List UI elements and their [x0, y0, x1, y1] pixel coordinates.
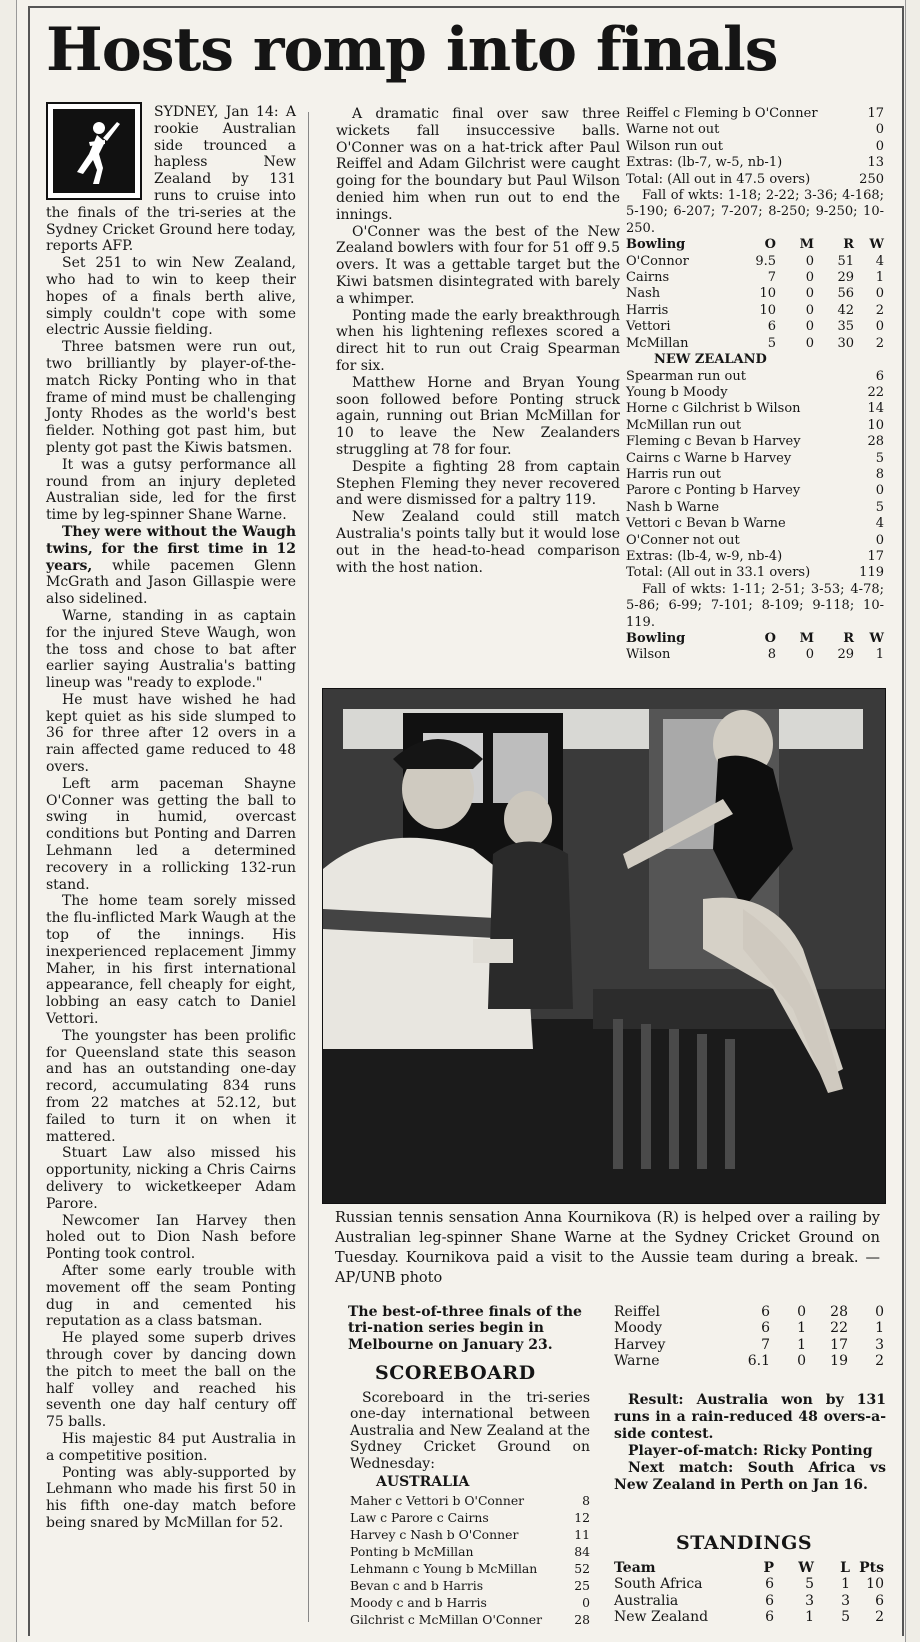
runs-value: 11	[574, 1527, 590, 1542]
nz-batting-row	[626, 418, 884, 434]
table-cell: 0	[805, 253, 814, 269]
table-cell: 0	[805, 302, 814, 318]
nz-bowling-row	[626, 254, 884, 270]
table-cell: O'Connor	[626, 253, 689, 269]
table-cell: 8	[767, 647, 776, 663]
player-entry: Maher c Vettori b O'Conner	[350, 1493, 525, 1508]
scorecard-row	[626, 106, 884, 122]
aus-bowling-row	[614, 1337, 884, 1353]
news-photo	[322, 688, 886, 1204]
table-cell: 10	[759, 286, 776, 302]
nz-batting-row	[626, 434, 884, 450]
table-cell: Vettori	[626, 319, 671, 335]
article-paragraph	[46, 1263, 296, 1330]
runs-value: 17	[867, 548, 884, 564]
nz-bowling-row	[626, 319, 884, 335]
nz-bowling-row	[626, 303, 884, 319]
player-entry: Lehmann c Young b McMillan	[350, 1561, 538, 1576]
table-cell: 6	[765, 1576, 774, 1593]
table-cell: 4	[875, 253, 884, 269]
player-entry: Spearman run out	[626, 368, 746, 384]
player-entry: Nash b Warne	[626, 499, 720, 515]
player-entry: Extras: (lb-4, w-9, nb-4)	[626, 548, 783, 564]
runs-value: 250	[859, 171, 884, 187]
result-block	[614, 1392, 886, 1494]
article-paragraph: Ponting made the early breakthrough when his lightening reflexes scored a direct hit to run out Craig Spearman for six.	[336, 307, 620, 374]
table-cell: O	[764, 631, 776, 646]
table-cell: 30	[837, 335, 854, 351]
table-cell: Reiffel	[614, 1304, 661, 1320]
table-cell: 35	[837, 319, 854, 335]
paragraph-text: Set 251 to win New Zealand, who had to win to keep their hopes of a finals berth alive, simply couldn't cope with some electric Aussie fielding.	[46, 255, 296, 339]
paragraph-text: He must have wished he had kept quiet as his side slumped to 36 for three after 12 overs in a rain affected game reduced to 48 overs.	[46, 691, 296, 776]
table-cell: 0	[875, 286, 884, 302]
runs-value: 0	[875, 532, 884, 548]
player-entry: Extras: (lb-7, w-5, nb-1)	[626, 155, 783, 171]
article-paragraph	[46, 1213, 296, 1263]
photo-scene	[323, 689, 885, 1203]
runs-value: 25	[574, 1578, 590, 1593]
article-paragraph: A dramatic final over saw three wickets fall insuccessive balls. O'Conner was on a hat-trick after Paul Reiffel and Adam Gilchrist were caught going for the boundary but Paul Wilson denied him when run out to end the innings.	[336, 106, 620, 223]
runs-value: 84	[574, 1544, 590, 1559]
player-entry: Reiffel c Fleming b O'Conner	[626, 106, 818, 121]
table-cell: 10	[759, 302, 776, 318]
paragraph-text: They were without the Waugh twins, for the first time in 12 years,	[46, 523, 296, 574]
table-cell: 1	[875, 647, 884, 663]
aus-bowling-row	[614, 1304, 884, 1320]
nz-bowling-row	[626, 286, 884, 302]
player-entry: Cairns c Warne b Harvey	[626, 450, 792, 466]
nz-batting-row	[626, 401, 884, 417]
runs-value: 22	[867, 384, 884, 400]
scoreboard-intro	[350, 1390, 590, 1472]
table-cell: R	[843, 631, 854, 646]
table-cell: 0	[805, 319, 814, 335]
table-cell: 5	[841, 1609, 850, 1626]
table-cell: Harvey	[614, 1336, 666, 1353]
paragraph-text: He played some superb drives through cover by dancing down the pitch to meet the ball on the half volley and reached his seventh one day half century off 75 balls.	[46, 1330, 296, 1431]
table-cell: Bowling	[626, 631, 686, 646]
table-cell: W	[798, 1560, 814, 1576]
standings-row	[614, 1576, 884, 1592]
table-cell: Team	[614, 1560, 656, 1576]
table-cell: Moody	[614, 1320, 663, 1337]
runs-value: 0	[875, 122, 884, 138]
article-paragraph	[46, 1145, 296, 1212]
nz-batting-row	[626, 500, 884, 516]
player-entry: O'Conner not out	[626, 532, 740, 548]
table-cell: L	[840, 1560, 850, 1576]
table-cell: 1	[797, 1320, 806, 1337]
table-cell: 2	[875, 1609, 884, 1626]
column-divider-1	[308, 112, 309, 1622]
table-cell: 3	[805, 1592, 814, 1609]
aus-batting-row	[350, 1526, 590, 1543]
aus-batting-row	[350, 1611, 590, 1628]
aus-batting-row	[350, 1543, 590, 1560]
table-cell: 6	[761, 1320, 770, 1337]
standings-row	[614, 1609, 884, 1625]
nz-batting-row	[626, 533, 884, 549]
nz-batting-row	[626, 385, 884, 401]
table-cell: 29	[837, 647, 854, 663]
article-paragraph: Matthew Horne and Bryan Young soon followed before Ponting struck again, running out Brian McMillan for 10 to leave the New Zealanders struggling at 78 for four.	[336, 374, 620, 458]
runs-value: 0	[875, 138, 884, 154]
player-entry: McMillan run out	[626, 417, 742, 433]
scorecard-row	[626, 122, 884, 138]
table-cell: 1	[841, 1576, 850, 1593]
paragraph-text: The home team sorely missed the flu-inflicted Mark Waugh at the top of the innings. His inexperienced replacement Jimmy Maher, in his first international appearance, fell cheaply for eight, lobbing an easy catch to Daniel Vettori.	[46, 893, 296, 1028]
table-cell: 3	[875, 1336, 884, 1353]
table-cell: 17	[830, 1336, 848, 1353]
paragraph-text: Left arm paceman Shayne O'Conner was getting the ball to swing in humid, overcast conditions but Ponting and Darren Lehmann led a determined recovery in a rollicking 132-run stand.	[46, 775, 296, 893]
article-paragraph: New Zealand could still match Australia's points tally but it would lose out in the head-to-head comparison with the host nation.	[336, 509, 620, 576]
player-entry: Total: (All out in 33.1 overs)	[626, 565, 811, 581]
player-entry: Warne not out	[626, 122, 720, 138]
runs-value: 0	[582, 1595, 590, 1610]
standings-table	[614, 1560, 884, 1626]
table-cell: 2	[875, 335, 884, 351]
table-cell: 6	[761, 1304, 770, 1320]
scorecard-column	[626, 106, 884, 664]
runs-value: 28	[574, 1612, 590, 1627]
table-cell: 10	[866, 1576, 884, 1593]
aus-batting-row	[350, 1509, 590, 1526]
player-entry: Ponting b McMillan	[350, 1544, 474, 1559]
aus-batting-row	[350, 1492, 590, 1509]
paragraph-text: It was a gutsy performance all round from an injury depleted Australian side, led for the first time by leg-spinner Shane Warne.	[46, 456, 296, 524]
paragraph-text: Three batsmen were run out, two brilliantly by player-of-the-match Ricky Ponting who in that frame of mind must be challenging Jonty Rhodes as the world's best fielder. Nothing got past him, but plenty got past the Kiwis batsmen.	[46, 339, 296, 456]
table-cell: 29	[837, 270, 854, 286]
player-entry: Parore c Ponting b Harvey	[626, 483, 801, 499]
adjacent-page-edge-right	[905, 0, 920, 1642]
section-logo	[46, 102, 142, 200]
table-cell: 51	[837, 253, 854, 269]
table-cell: M	[799, 237, 814, 253]
player-entry: Wilson run out	[626, 138, 723, 154]
adjacent-page-edge-left	[0, 0, 17, 1642]
runs-value: 0	[875, 483, 884, 499]
table-cell: South Africa	[614, 1576, 703, 1593]
table-cell: 1	[805, 1609, 814, 1626]
scorecard-row	[626, 139, 884, 155]
article-paragraph: O'Conner was the best of the New Zealand bowlers with four for 51 off 9.5 overs. It was a gettable target but the Kiwi batsmen disintegrated with barely a whimper.	[336, 223, 620, 307]
player-of-match: Player-of-match: Ricky Ponting	[628, 1443, 873, 1459]
table-cell: O	[764, 237, 776, 253]
article-paragraph	[46, 608, 296, 692]
table-cell: 3	[841, 1592, 850, 1609]
scorecard-row	[626, 172, 884, 188]
result-text: Result: Australia won by 131 runs in a rain-reduced 48 overs-a-side contest.	[614, 1392, 886, 1442]
paragraph-text: After some early trouble with movement off the seam Ponting dug in and cemented his reputation as a class batsman.	[46, 1262, 296, 1330]
table-cell: Wilson	[626, 647, 671, 663]
nz-batting-row	[626, 565, 884, 581]
nz-bowling-header	[626, 237, 884, 253]
nz-bowling-row	[626, 270, 884, 286]
finals-note: The best-of-three finals of the tri-nation series begin in Melbourne on January 23.	[348, 1304, 582, 1353]
table-cell: Australia	[614, 1592, 679, 1609]
table-cell: 1	[875, 1320, 884, 1337]
runs-value: 8	[582, 1493, 590, 1508]
article-paragraph	[46, 893, 296, 1027]
article-paragraph	[46, 1431, 296, 1465]
table-cell: 1	[875, 270, 884, 286]
nz-batting-row	[626, 483, 884, 499]
paragraph-text: Ponting was ably-supported by Lehmann who made his first 50 in his fifth one-day match before being snared by McMillan for 52.	[46, 1464, 296, 1531]
player-entry: Total: (All out in 47.5 overs)	[626, 171, 811, 187]
article-paragraph	[46, 524, 296, 608]
runs-value: 5	[875, 499, 884, 515]
table-cell: 56	[837, 286, 854, 302]
nz-batting-row	[626, 516, 884, 532]
aus-batting-row	[350, 1577, 590, 1594]
article-paragraph	[46, 776, 296, 894]
table-cell: 22	[830, 1320, 848, 1337]
table-cell: Pts	[859, 1560, 884, 1576]
aus-bowling-row	[614, 1320, 884, 1336]
table-cell: 0	[797, 1353, 806, 1370]
player-entry: Vettori c Bevan b Warne	[626, 516, 786, 532]
runs-value: 28	[867, 434, 884, 450]
aus-fall-of-wickets: Fall of wkts: 1-18; 2-22; 3-36; 4-168; 5-190; 6-207; 7-207; 8-250; 9-250; 10-250.	[626, 188, 884, 236]
runs-value: 4	[875, 516, 884, 532]
headline: Hosts romp into finals	[46, 15, 778, 85]
table-cell: Harris	[626, 302, 669, 318]
article-paragraph	[46, 1028, 296, 1146]
table-cell: 1	[797, 1336, 806, 1353]
nz-bowling-row	[626, 336, 884, 352]
table-cell: 2	[875, 302, 884, 318]
runs-value: 5	[875, 450, 884, 466]
runs-value: 14	[867, 401, 884, 417]
player-entry: Harvey c Nash b O'Conner	[350, 1527, 519, 1542]
table-cell: W	[869, 237, 884, 253]
table-cell: New Zealand	[614, 1609, 709, 1626]
player-entry: Horne c Gilchrist b Wilson	[626, 401, 801, 417]
paragraph-tail: while pacemen Glenn McGrath and Jason Gillaspie were also sidelined.	[46, 557, 296, 608]
player-entry: Law c Parore c Cairns	[350, 1510, 489, 1525]
cricket-batsman-icon	[59, 114, 129, 188]
table-cell: McMillan	[626, 335, 689, 351]
right-border-rule	[902, 6, 904, 1636]
table-cell: 7	[761, 1336, 770, 1353]
table-cell: 5	[767, 335, 776, 351]
runs-value: 10	[867, 417, 884, 433]
nz-heading: NEW ZEALAND	[654, 352, 767, 368]
scorecard-row	[626, 155, 884, 171]
aus-bowling-row	[614, 1353, 884, 1369]
article-column-2	[336, 106, 620, 576]
runs-value: 119	[859, 565, 884, 581]
table-cell: 0	[805, 335, 814, 351]
table-cell: W	[869, 631, 884, 646]
aus-batting-row	[350, 1560, 590, 1577]
table-cell: 0	[875, 319, 884, 335]
aus-batting-row	[350, 1594, 590, 1611]
table-cell: Nash	[626, 286, 661, 302]
photo-caption: Russian tennis sensation Anna Kournikova (R) is helped over a railing by Australian leg-spinner Shane Warne at the Sydney Cricket Ground on Tuesday. Kournikova paid a visit to the Aussie team during a break. — AP/UNB photo	[335, 1210, 880, 1286]
aus-heading: AUSTRALIA	[376, 1474, 470, 1490]
aus-bowling-header	[626, 631, 884, 647]
table-cell: 6	[765, 1592, 774, 1609]
nz-batting-row	[626, 369, 884, 385]
scoreboard-heading: SCOREBOARD	[375, 1362, 536, 1384]
nz-fall-of-wickets: Fall of wkts: 1-11; 2-51; 3-53; 4-78; 5-86; 6-99; 7-101; 8-109; 9-118; 10-119.	[626, 581, 884, 630]
table-cell: 0	[797, 1304, 806, 1320]
player-entry: Young b Moody	[626, 384, 728, 400]
table-cell: 6	[765, 1609, 774, 1626]
paragraph-text: The youngster has been prolific for Queensland state this season and has an outstanding one-day record, accumulating 834 runs from 22 matches at 52.12, but failed to turn it on when it mattered.	[46, 1027, 296, 1145]
runs-value: 6	[875, 368, 884, 384]
article-paragraph	[46, 1330, 296, 1431]
table-cell: 9.5	[755, 253, 776, 269]
player-entry: Bevan c and b Harris	[350, 1578, 484, 1593]
nz-batting-row	[626, 549, 884, 565]
table-cell: 28	[830, 1304, 848, 1320]
paragraph-text: His majestic 84 put Australia in a competitive position.	[46, 1430, 296, 1464]
scoreboard-intro-text: Scoreboard in the tri-series one-day international between Australia and New Zealand at the Sydney Cricket Ground on Wednesday:	[350, 1390, 590, 1472]
runs-value: 8	[875, 466, 884, 482]
table-cell: 5	[805, 1576, 814, 1593]
table-cell: 6	[875, 1592, 884, 1609]
article-column-1	[46, 104, 296, 1532]
runs-value: 17	[867, 106, 884, 121]
nz-batting-row	[626, 467, 884, 483]
table-cell: R	[843, 237, 854, 253]
article-paragraph	[46, 255, 296, 339]
table-cell: 6	[767, 319, 776, 335]
paragraph-text: SYDNEY, Jan 14: A rookie Australian side trounced a hapless New Zealand by 131 runs to cruise into the finals of the tri-series at the Sydney Cricket Ground here today, reports AFP.	[46, 104, 296, 255]
table-cell: 2	[875, 1353, 884, 1370]
table-cell: Cairns	[626, 270, 670, 286]
table-cell: 0	[805, 270, 814, 286]
runs-value: 12	[574, 1510, 590, 1525]
aus-batting-list	[350, 1492, 590, 1628]
table-cell: 0	[805, 647, 814, 663]
player-entry: Harris run out	[626, 466, 721, 482]
table-cell: 19	[830, 1353, 848, 1370]
aus-bowling-row	[626, 647, 884, 663]
table-cell: P	[763, 1560, 774, 1576]
player-entry: Gilchrist c McMillan O'Conner	[350, 1612, 543, 1627]
table-cell: Bowling	[626, 237, 686, 253]
runs-value: 52	[574, 1561, 590, 1576]
table-cell: 7	[767, 270, 776, 286]
aus-bowling-continued	[614, 1304, 884, 1370]
table-cell: 6.1	[747, 1353, 770, 1370]
top-rule	[28, 6, 904, 8]
article-paragraph	[46, 339, 296, 457]
paragraph-text: Warne, standing in as captain for the injured Steve Waugh, won the toss and chose to bat after earlier saying Australia's batting lineup was "ready to explode."	[46, 607, 296, 692]
table-cell: 0	[805, 286, 814, 302]
article-paragraph	[46, 457, 296, 524]
article-paragraph	[46, 1465, 296, 1532]
table-cell: 0	[875, 1304, 884, 1320]
player-entry: Fleming c Bevan b Harvey	[626, 434, 801, 450]
table-cell: M	[799, 631, 814, 646]
left-border-rule	[28, 6, 30, 1636]
article-paragraph	[46, 692, 296, 776]
table-cell: Warne	[614, 1353, 660, 1370]
standings-row	[614, 1593, 884, 1609]
article-paragraph: Despite a fighting 28 from captain Stephen Fleming they never recovered and were dismissed for a paltry 119.	[336, 458, 620, 509]
next-match: Next match: South Africa vs New Zealand in Perth on Jan 16.	[614, 1460, 886, 1493]
table-cell: 42	[837, 302, 854, 318]
standings-header	[614, 1560, 884, 1576]
player-entry: Moody c and b Harris	[350, 1595, 487, 1610]
runs-value: 13	[867, 155, 884, 171]
paragraph-text: Newcomer Ian Harvey then holed out to Dion Nash before Ponting took control.	[46, 1212, 296, 1263]
standings-heading: STANDINGS	[676, 1532, 813, 1554]
paragraph-text: Stuart Law also missed his opportunity, nicking a Chris Cairns delivery to wicketkeeper Adam Parore.	[46, 1145, 296, 1212]
nz-batting-row	[626, 451, 884, 467]
